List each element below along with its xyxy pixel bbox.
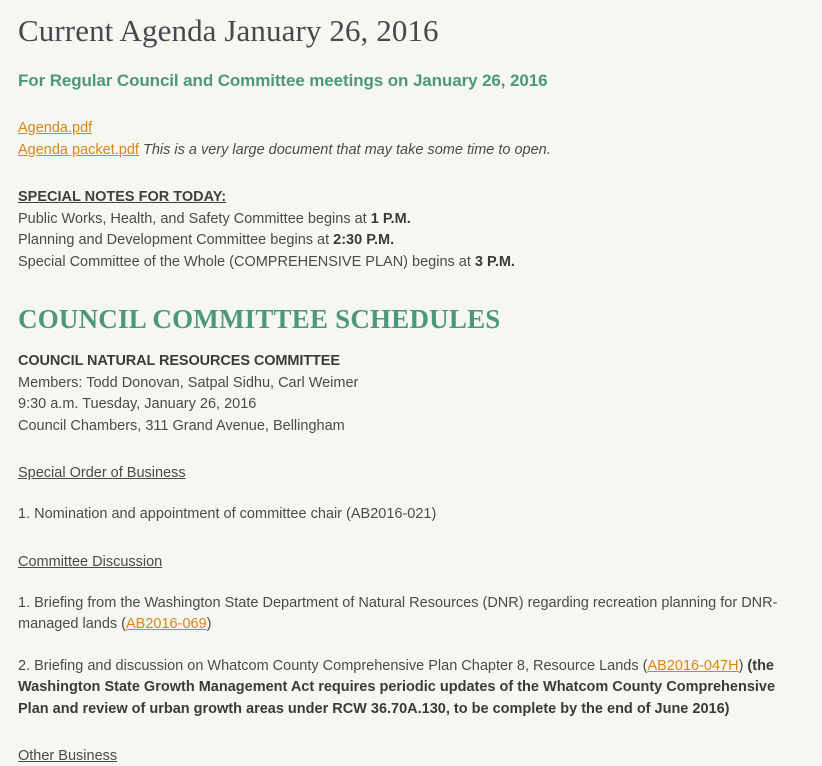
agenda-packet-link-row [18,140,804,161]
discussion-item-2-text-mid: ) [738,657,748,674]
council-committee-schedules-heading: COUNCIL COMMITTEE SCHEDULES [18,304,501,334]
agenda-link-row [18,118,804,139]
special-note-line [18,209,804,231]
committee-location: Council Chambers, 311 Grand Avenue, Bellingham [18,417,345,434]
agenda-packet-note [139,142,551,158]
discussion-item-2-bold-note: (the Washington State Growth Management Act requires periodic updates of the Whatcom County Comprehensive Plan and review of urban growth areas under RCW 36.70A.130, to be complete by the end of June 2016) [18,657,776,717]
special-order-of-business-heading [18,463,804,483]
special-order-of-business-label: Special Order of Business [18,465,186,481]
agenda-packet-pdf-link[interactable]: Agenda packet.pdf [18,142,139,158]
committee-discussion-heading [18,552,804,572]
special-note-text: Planning and Development Committee begins at [18,232,334,248]
document-links-block [18,118,804,161]
special-note-time: 3 P.M. [474,253,515,270]
agenda-pdf-link[interactable]: Agenda.pdf [18,120,93,136]
special-note-line [18,230,804,252]
page-subtitle: For Regular Council and Committee meetings on January 26, 2016 [18,71,548,90]
special-notes-block [18,187,804,273]
discussion-item-1-text: 1. Briefing from the Washington State Department of Natural Resources (DNR) regarding recreation planning for DNR-managed lands ( [18,594,778,632]
special-note-text: Public Works, Health, and Safety Committee begins at [18,210,371,227]
page-title: Current Agenda January 26, 2016 [18,13,439,48]
special-note-time: 1 P.M. [370,210,411,227]
special-order-item-1: 1. Nomination and appointment of committee chair (AB2016-021) [18,506,437,522]
committee-block [18,351,804,437]
discussion-item-2-text: 2. Briefing and discussion on Whatcom County Comprehensive Plan Chapter 8, Resource Lands ( [18,657,648,674]
agenda-packet-note-text: This is a very large document that may take some time to open. [142,142,551,158]
ab2016-069-link[interactable]: AB2016-069 [126,616,207,632]
discussion-item-1-text-after: ) [206,616,212,632]
discussion-item-1 [18,593,804,636]
ab2016-047h-link[interactable]: AB2016-047H [647,657,739,674]
special-note-text: Special Committee of the Whole (COMPREHENSIVE PLAN) begins at [18,253,475,270]
committee-name: COUNCIL NATURAL RESOURCES COMMITTEE [18,353,340,369]
special-note-time: 2:30 P.M. [333,232,395,248]
committee-time: 9:30 a.m. Tuesday, January 26, 2016 [18,396,257,412]
other-business-label: Other Business [18,748,118,764]
other-business-heading [18,746,804,766]
special-notes-heading: SPECIAL NOTES FOR TODAY: [18,189,227,205]
special-note-line [18,252,804,274]
committee-discussion-label: Committee Discussion [18,553,163,570]
committee-members: Members: Todd Donovan, Satpal Sidhu, Carl Weimer [18,374,359,391]
discussion-item-2 [18,656,804,721]
